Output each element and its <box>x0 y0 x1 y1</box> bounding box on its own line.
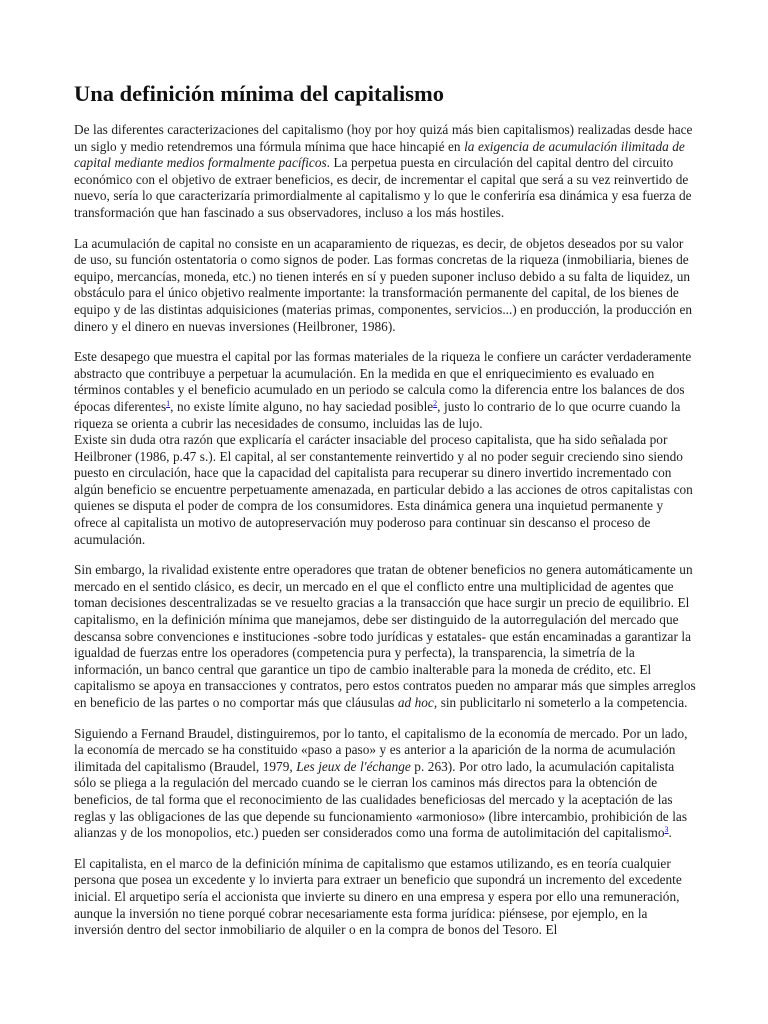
footnote-link-3[interactable]: 3 <box>664 825 669 835</box>
paragraph-6-text-b: p. 263). Por otro lado, la acumulación capitalista sólo se pliega a la regulación del mercado cuando se le cierran los caminos más directos para la obtención de beneficios, de tal forma que el reconocimiento de las cualidades beneficiosas del mercado y la aceptación de las reglas y las obligaciones de las que depende su funcionamiento «armonioso» (libre intercambio, prohibición de las alianzas y de los monopolios, etc.) pueden ser considerados como una forma de autolimitación del capitalismo <box>74 758 688 841</box>
footnote-link-1[interactable]: 1 <box>166 398 171 408</box>
paragraph-5-emphasis: ad hoc <box>397 695 434 710</box>
paragraph-5 <box>74 562 696 711</box>
article-body <box>74 80 696 953</box>
page-title: Una definición mínima del capitalismo <box>74 81 445 106</box>
paragraph-3-text-b: , no existe límite alguno, no hay saciedad posible <box>170 398 434 414</box>
paragraph-3 <box>74 349 696 432</box>
paragraph-6-emphasis: Les jeux de l'échange <box>296 758 411 774</box>
paragraph-7: El capitalista, en el marco de la definición mínima de capitalismo que estamos utilizando, es en teoría cualquier persona que posea un excedente y lo invierta para extraer un beneficio que supondrá un incremento del excedente inicial. El arquetipo sería el accionista que invierte su dinero en una empresa y espera por ello una remuneración, aunque la inversión no tiene porqué cobrar necesariamente esta forma jurídica: piénsese, por ejemplo, en la inversión dentro del sector inmobiliario de alquiler o en la compra de bonos del Tesoro. El <box>74 855 682 938</box>
paragraph-1-text-b: . La perpetua puesta en circulación del capital dentro del circuito económico con el objetivo de extraer beneficios, es decir, de incrementar el capital que será a su vez reinvertido de nuevo, sería lo que caracterizaría primordialmente al capitalismo y lo que le conferiría esa dinámica y esa fuerza de transformación que han fascinado a sus observadores, incluso a los más hostiles. <box>74 155 692 220</box>
paragraph-5-text-b: , sin publicitarlo ni someterlo a la competencia. <box>433 695 688 710</box>
paragraph-4: Existe sin duda otra razón que explicaría el carácter insaciable del proceso capitalista, que ha sido señalada por Heilbroner (1986, p.47 s.). El capital, al ser constantemente reinvertido y al no poder seguir creciendo sino siendo puesto en circulación, hace que la capacidad del capitalista para recuperar su dinero invertido incrementado con algún beneficio se encuentre perpetuamente amenazada, en particular debido a las acciones de otros capitalistas con quienes se disputa el poder de compra de los consumidores. Esta dinámica genera una inquietud permanente y ofrece al capitalista un motivo de autopreservación muy poderoso para continuar sin descanso el proceso de acumulación. <box>74 432 693 547</box>
paragraph-6-text-c: . <box>668 825 672 841</box>
paragraph-5-text-a: Sin embargo, la rivalidad existente entre operadores que tratan de obtener beneficios no genera automáticamente un mercado en el sentido clásico, es decir, un mercado en el que el conflicto entre una multiplicidad de agentes que toman decisiones descentralizadas se ve resuelto gracias a la transacción que hace surgir un precio de equilibrio. El capitalismo, en la definición mínima que manejamos, debe ser distinguido de la autorregulación del mercado que descansa sobre convenciones e instituciones -sobre todo jurídicas y estatales- que están encaminadas a garantizar la igualdad de fuerzas entre los operadores (competencia pura y perfecta), la transparencia, la simetría de la información, un banco central que garantice un tipo de cambio inalterable para la moneda de crédito, etc. El capitalismo se apoya en transacciones y contratos, pero estos contratos pueden no amparar más que simples arreglos en beneficio de las partes o no comportar más que cláusulas <box>74 562 696 710</box>
paragraph-2: La acumulación de capital no consiste en un acaparamiento de riquezas, es decir, de objetos deseados por su valor de uso, su función ostentatoria o como signos de poder. Las formas concretas de la riqueza (inmobiliaria, bienes de equipo, mercancías, moneda, etc.) no tienen interés en sí y pueden suponer incluso debido a su falta de liquidez, un obstáculo para el único objetivo realmente importante: la transformación permanente del capital, de los bienes de equipo y de las distintas adquisiciones (materias primas, componentes, servicios...) en producción, la producción en dinero y el dinero en nuevas inversiones (Heilbroner, 1986). <box>74 235 692 334</box>
paragraph-3-text-a: Este desapego que muestra el capital por las formas materiales de la riqueza le confiere un carácter verdaderamente abstracto que contribuye a perpetuar la acumulación. En la medida en que el enriquecimiento es evaluado en términos contables y el beneficio acumulado en un periodo se calcula como la diferencia entre los balances de dos épocas diferentes <box>74 349 692 414</box>
paragraph-1-emphasis: la exigencia de acumulación ilimitada de capital mediante medios formalmente pacíficos <box>74 138 685 171</box>
paragraph-6-text-a: Siguiendo a Fernand Braudel, distinguiremos, por lo tanto, el capitalismo de la economía de mercado. Por un lado, la economía de mercado se ha constituido «paso a paso» y es anterior a la aparición de la norma de acumulación ilimitada del capitalismo (Braudel, 1979, <box>74 725 688 774</box>
footnote-link-2[interactable]: 2 <box>433 398 438 408</box>
paragraph-6 <box>74 726 696 842</box>
paragraph-1-text-a: De las diferentes caracterizaciones del capitalismo (hoy por hoy quizá más bien capitalismos) realizadas desde hace un siglo y medio retendremos una fórmula mínima que hace hincapié en <box>74 122 693 154</box>
paragraph-3-text-c: , justo lo contrario de lo que ocurre cuando la riqueza se orienta a cubrir las necesidades de consumo, incluidas las de lujo. <box>74 398 681 431</box>
paragraph-1 <box>74 122 696 222</box>
